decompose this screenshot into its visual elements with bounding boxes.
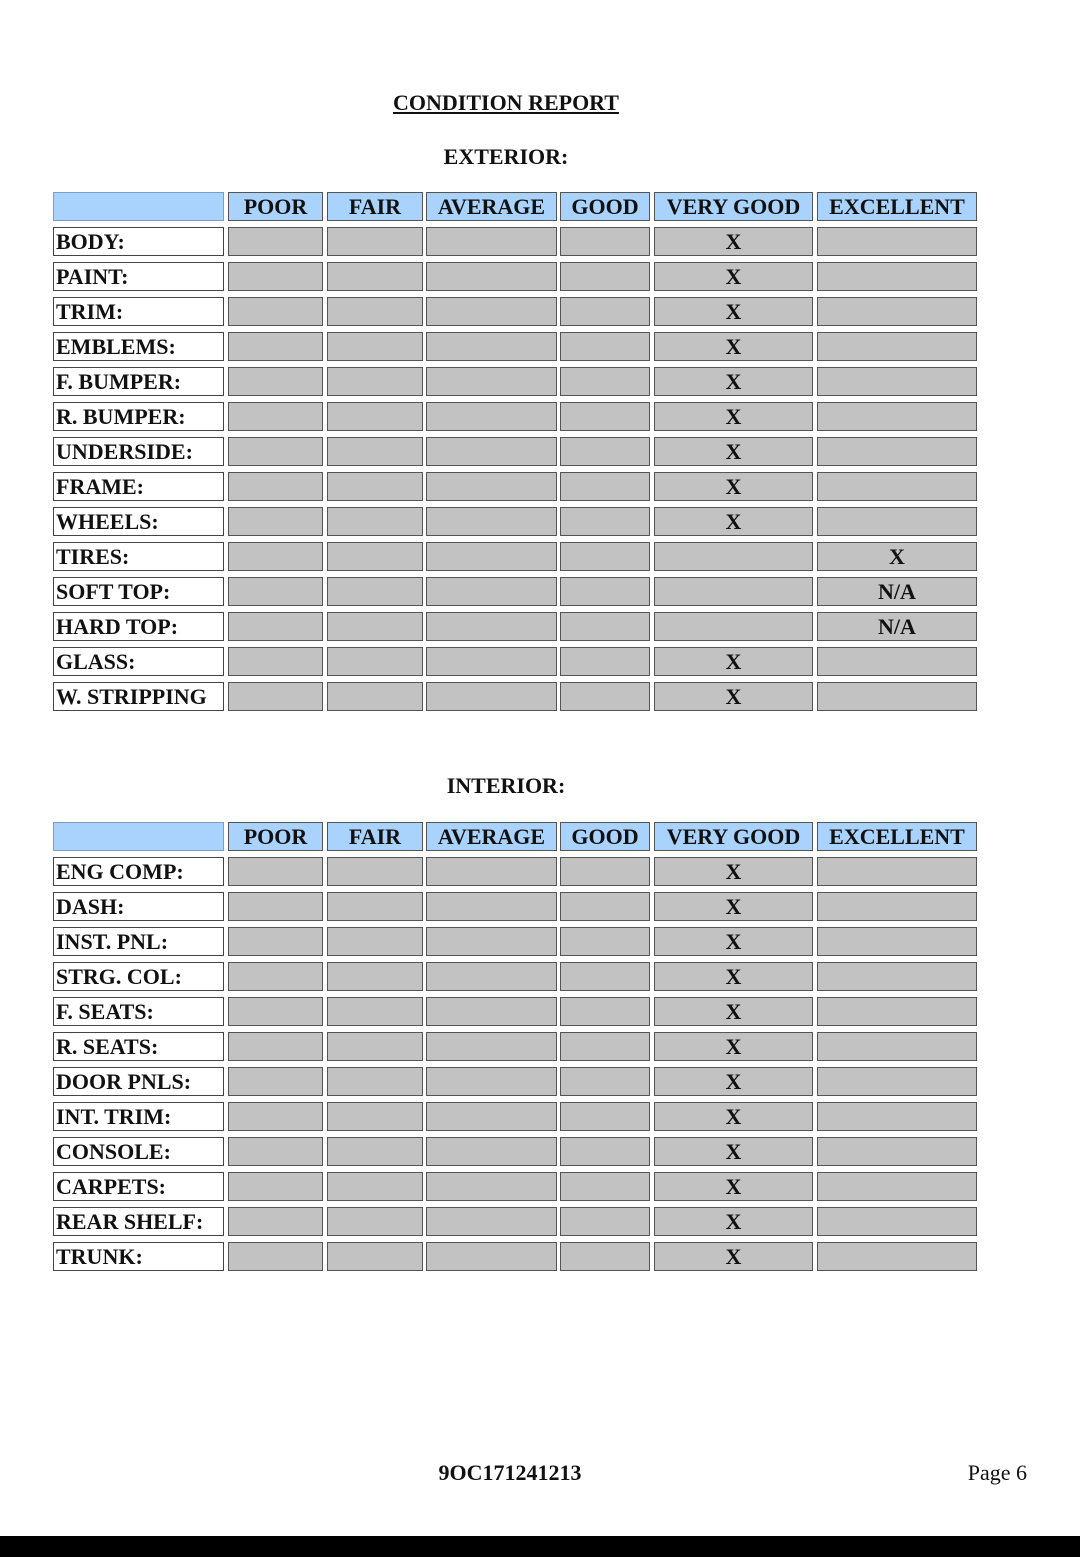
rating-cell-good bbox=[560, 612, 650, 641]
rating-cell-good bbox=[560, 1137, 650, 1166]
row-label: R. SEATS: bbox=[53, 1032, 224, 1061]
footer-page-number: Page 6 bbox=[967, 1460, 1027, 1485]
rating-cell-poor bbox=[228, 1067, 323, 1096]
rating-cell-poor bbox=[228, 367, 323, 396]
column-header-very-good: VERY GOOD bbox=[654, 192, 813, 221]
rating-cell-average bbox=[426, 402, 557, 431]
row-label: EMBLEMS: bbox=[53, 332, 224, 361]
rating-cell-good bbox=[560, 332, 650, 361]
column-header-fair: FAIR bbox=[327, 822, 423, 851]
rating-cell-fair bbox=[327, 227, 423, 256]
column-header-average: AVERAGE bbox=[426, 822, 557, 851]
rating-cell-fair bbox=[327, 1067, 423, 1096]
rating-cell-average bbox=[426, 1067, 557, 1096]
rating-cell-excellent bbox=[817, 262, 977, 291]
rating-cell-fair bbox=[327, 332, 423, 361]
rating-cell-good bbox=[560, 1172, 650, 1201]
rating-cell-excellent bbox=[817, 1242, 977, 1271]
header-blank-cell bbox=[53, 822, 224, 851]
rating-cell-poor bbox=[228, 1172, 323, 1201]
row-label: WHEELS: bbox=[53, 507, 224, 536]
rating-cell-poor bbox=[228, 1032, 323, 1061]
rating-cell-excellent bbox=[817, 962, 977, 991]
rating-cell-excellent bbox=[817, 332, 977, 361]
row-label: F. BUMPER: bbox=[53, 367, 224, 396]
rating-cell-fair bbox=[327, 1207, 423, 1236]
rating-cell-fair bbox=[327, 1242, 423, 1271]
rating-cell-average bbox=[426, 1207, 557, 1236]
rating-cell-poor bbox=[228, 892, 323, 921]
row-label: FRAME: bbox=[53, 472, 224, 501]
rating-cell-poor bbox=[228, 297, 323, 326]
rating-cell-poor bbox=[228, 682, 323, 711]
rating-cell-fair bbox=[327, 262, 423, 291]
exterior-section-title: EXTERIOR: bbox=[443, 144, 569, 169]
rating-cell-very-good: X bbox=[654, 1032, 813, 1061]
rating-cell-good bbox=[560, 262, 650, 291]
rating-cell-good bbox=[560, 577, 650, 606]
rating-cell-excellent bbox=[817, 297, 977, 326]
rating-cell-excellent bbox=[817, 927, 977, 956]
rating-cell-very-good: X bbox=[654, 402, 813, 431]
rating-cell-average bbox=[426, 857, 557, 886]
rating-cell-good bbox=[560, 927, 650, 956]
row-label: INST. PNL: bbox=[53, 927, 224, 956]
rating-cell-poor bbox=[228, 577, 323, 606]
rating-cell-very-good: X bbox=[654, 507, 813, 536]
rating-cell-poor bbox=[228, 472, 323, 501]
rating-cell-fair bbox=[327, 542, 423, 571]
column-header-poor: POOR bbox=[228, 192, 323, 221]
rating-cell-poor bbox=[228, 997, 323, 1026]
rating-cell-average bbox=[426, 262, 557, 291]
rating-cell-average bbox=[426, 1242, 557, 1271]
row-label: PAINT: bbox=[53, 262, 224, 291]
rating-cell-good bbox=[560, 437, 650, 466]
rating-cell-fair bbox=[327, 857, 423, 886]
rating-cell-excellent bbox=[817, 437, 977, 466]
rating-cell-very-good: X bbox=[654, 1242, 813, 1271]
rating-cell-fair bbox=[327, 997, 423, 1026]
rating-cell-excellent: X bbox=[817, 542, 977, 571]
rating-cell-average bbox=[426, 437, 557, 466]
rating-cell-poor bbox=[228, 437, 323, 466]
rating-cell-fair bbox=[327, 507, 423, 536]
rating-cell-excellent bbox=[817, 367, 977, 396]
rating-cell-fair bbox=[327, 682, 423, 711]
rating-cell-average bbox=[426, 227, 557, 256]
rating-cell-fair bbox=[327, 577, 423, 606]
rating-cell-average bbox=[426, 647, 557, 676]
row-label: DASH: bbox=[53, 892, 224, 921]
rating-cell-good bbox=[560, 367, 650, 396]
row-label: STRG. COL: bbox=[53, 962, 224, 991]
rating-cell-very-good: X bbox=[654, 682, 813, 711]
rating-cell-average bbox=[426, 332, 557, 361]
rating-cell-poor bbox=[228, 402, 323, 431]
rating-cell-very-good: X bbox=[654, 367, 813, 396]
column-header-excellent: EXCELLENT bbox=[817, 822, 977, 851]
row-label: INT. TRIM: bbox=[53, 1102, 224, 1131]
rating-cell-excellent bbox=[817, 892, 977, 921]
rating-cell-very-good bbox=[654, 542, 813, 571]
rating-cell-excellent bbox=[817, 1137, 977, 1166]
row-label: ENG COMP: bbox=[53, 857, 224, 886]
row-label: CARPETS: bbox=[53, 1172, 224, 1201]
rating-cell-good bbox=[560, 997, 650, 1026]
rating-cell-average bbox=[426, 682, 557, 711]
rating-cell-very-good bbox=[654, 577, 813, 606]
column-header-fair: FAIR bbox=[327, 192, 423, 221]
rating-cell-fair bbox=[327, 297, 423, 326]
header-blank-cell bbox=[53, 192, 224, 221]
report-title: CONDITION REPORT bbox=[393, 90, 619, 115]
rating-cell-excellent bbox=[817, 507, 977, 536]
rating-cell-excellent bbox=[817, 647, 977, 676]
footer-document-id: 9OC171241213 bbox=[438, 1460, 582, 1485]
rating-cell-very-good: X bbox=[654, 227, 813, 256]
interior-section-title: INTERIOR: bbox=[446, 773, 566, 798]
row-label: TIRES: bbox=[53, 542, 224, 571]
row-label: SOFT TOP: bbox=[53, 577, 224, 606]
rating-cell-good bbox=[560, 647, 650, 676]
rating-cell-fair bbox=[327, 892, 423, 921]
rating-cell-average bbox=[426, 542, 557, 571]
rating-cell-fair bbox=[327, 647, 423, 676]
rating-cell-average bbox=[426, 472, 557, 501]
rating-cell-very-good: X bbox=[654, 297, 813, 326]
row-label: R. BUMPER: bbox=[53, 402, 224, 431]
rating-cell-good bbox=[560, 297, 650, 326]
rating-cell-average bbox=[426, 577, 557, 606]
rating-cell-average bbox=[426, 1102, 557, 1131]
rating-cell-very-good: X bbox=[654, 437, 813, 466]
rating-cell-fair bbox=[327, 612, 423, 641]
row-label: UNDERSIDE: bbox=[53, 437, 224, 466]
rating-cell-good bbox=[560, 1207, 650, 1236]
rating-cell-very-good: X bbox=[654, 332, 813, 361]
rating-cell-excellent bbox=[817, 472, 977, 501]
rating-cell-excellent bbox=[817, 1067, 977, 1096]
rating-cell-very-good: X bbox=[654, 892, 813, 921]
rating-cell-fair bbox=[327, 437, 423, 466]
row-label: BODY: bbox=[53, 227, 224, 256]
rating-cell-very-good: X bbox=[654, 1207, 813, 1236]
row-label: TRIM: bbox=[53, 297, 224, 326]
rating-cell-fair bbox=[327, 1032, 423, 1061]
rating-cell-average bbox=[426, 507, 557, 536]
rating-cell-excellent bbox=[817, 227, 977, 256]
rating-cell-very-good: X bbox=[654, 262, 813, 291]
rating-cell-fair bbox=[327, 472, 423, 501]
row-label: DOOR PNLS: bbox=[53, 1067, 224, 1096]
rating-cell-excellent: N/A bbox=[817, 577, 977, 606]
rating-cell-average bbox=[426, 1172, 557, 1201]
rating-cell-good bbox=[560, 857, 650, 886]
rating-cell-fair bbox=[327, 402, 423, 431]
rating-cell-very-good: X bbox=[654, 927, 813, 956]
rating-cell-excellent bbox=[817, 1032, 977, 1061]
rating-cell-average bbox=[426, 962, 557, 991]
rating-cell-poor bbox=[228, 1102, 323, 1131]
rating-cell-fair bbox=[327, 1102, 423, 1131]
column-header-very-good: VERY GOOD bbox=[654, 822, 813, 851]
rating-cell-fair bbox=[327, 1172, 423, 1201]
column-header-good: GOOD bbox=[560, 822, 650, 851]
rating-cell-excellent bbox=[817, 402, 977, 431]
rating-cell-very-good: X bbox=[654, 1172, 813, 1201]
rating-cell-poor bbox=[228, 927, 323, 956]
rating-cell-average bbox=[426, 297, 557, 326]
rating-cell-very-good: X bbox=[654, 1102, 813, 1131]
rating-cell-very-good: X bbox=[654, 997, 813, 1026]
rating-cell-poor bbox=[228, 1137, 323, 1166]
rating-cell-good bbox=[560, 962, 650, 991]
rating-cell-poor bbox=[228, 647, 323, 676]
rating-cell-very-good: X bbox=[654, 1067, 813, 1096]
rating-cell-excellent bbox=[817, 997, 977, 1026]
rating-cell-fair bbox=[327, 962, 423, 991]
row-label: REAR SHELF: bbox=[53, 1207, 224, 1236]
rating-cell-excellent bbox=[817, 1207, 977, 1236]
row-label: F. SEATS: bbox=[53, 997, 224, 1026]
rating-cell-excellent bbox=[817, 1172, 977, 1201]
rating-cell-good bbox=[560, 1032, 650, 1061]
rating-cell-poor bbox=[228, 542, 323, 571]
column-header-good: GOOD bbox=[560, 192, 650, 221]
row-label: GLASS: bbox=[53, 647, 224, 676]
row-label: CONSOLE: bbox=[53, 1137, 224, 1166]
rating-cell-fair bbox=[327, 927, 423, 956]
rating-cell-very-good: X bbox=[654, 472, 813, 501]
rating-cell-average bbox=[426, 927, 557, 956]
row-label: TRUNK: bbox=[53, 1242, 224, 1271]
rating-cell-very-good: X bbox=[654, 1137, 813, 1166]
rating-cell-good bbox=[560, 892, 650, 921]
row-label: HARD TOP: bbox=[53, 612, 224, 641]
rating-cell-poor bbox=[228, 332, 323, 361]
rating-cell-poor bbox=[228, 612, 323, 641]
rating-cell-poor bbox=[228, 857, 323, 886]
rating-cell-average bbox=[426, 997, 557, 1026]
rating-cell-fair bbox=[327, 367, 423, 396]
rating-cell-poor bbox=[228, 1242, 323, 1271]
rating-cell-average bbox=[426, 612, 557, 641]
rating-cell-average bbox=[426, 367, 557, 396]
rating-cell-excellent: N/A bbox=[817, 612, 977, 641]
column-header-average: AVERAGE bbox=[426, 192, 557, 221]
rating-cell-average bbox=[426, 892, 557, 921]
column-header-excellent: EXCELLENT bbox=[817, 192, 977, 221]
rating-cell-average bbox=[426, 1032, 557, 1061]
rating-cell-good bbox=[560, 472, 650, 501]
rating-cell-poor bbox=[228, 962, 323, 991]
rating-cell-good bbox=[560, 1102, 650, 1131]
rating-cell-poor bbox=[228, 1207, 323, 1236]
rating-cell-excellent bbox=[817, 682, 977, 711]
column-header-poor: POOR bbox=[228, 822, 323, 851]
rating-cell-excellent bbox=[817, 1102, 977, 1131]
rating-cell-good bbox=[560, 507, 650, 536]
rating-cell-very-good: X bbox=[654, 857, 813, 886]
rating-cell-good bbox=[560, 542, 650, 571]
rating-cell-good bbox=[560, 1067, 650, 1096]
row-label: W. STRIPPING bbox=[53, 682, 224, 711]
rating-cell-very-good: X bbox=[654, 647, 813, 676]
rating-cell-good bbox=[560, 402, 650, 431]
rating-cell-good bbox=[560, 1242, 650, 1271]
bottom-bar bbox=[0, 1536, 1080, 1557]
rating-cell-good bbox=[560, 682, 650, 711]
rating-cell-fair bbox=[327, 1137, 423, 1166]
rating-cell-very-good bbox=[654, 612, 813, 641]
rating-cell-very-good: X bbox=[654, 962, 813, 991]
rating-cell-poor bbox=[228, 227, 323, 256]
rating-cell-good bbox=[560, 227, 650, 256]
rating-cell-poor bbox=[228, 262, 323, 291]
rating-cell-average bbox=[426, 1137, 557, 1166]
rating-cell-excellent bbox=[817, 857, 977, 886]
rating-cell-poor bbox=[228, 507, 323, 536]
